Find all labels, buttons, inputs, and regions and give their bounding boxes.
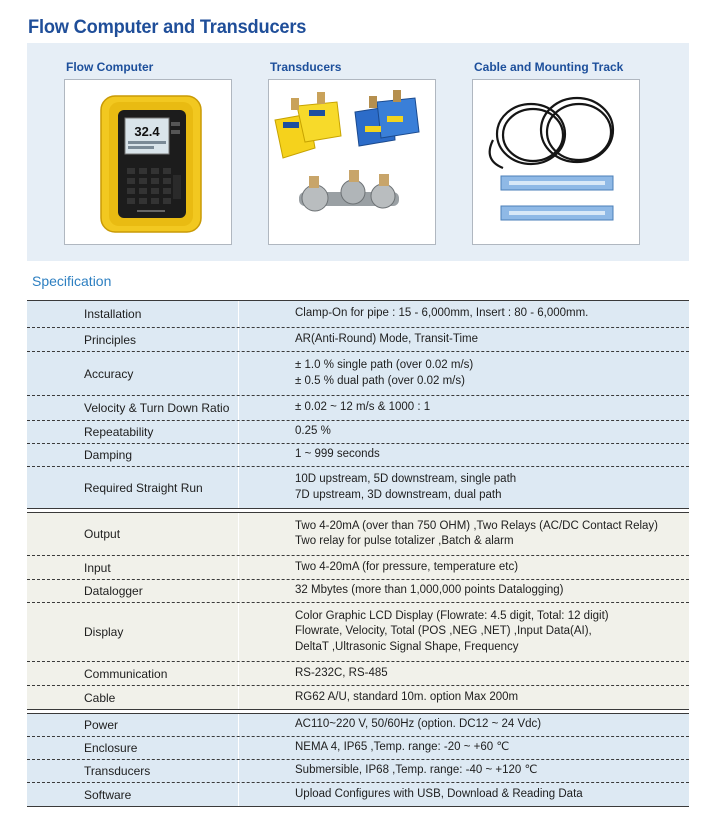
spec-value-line: Upload Configures with USB, Download & Reading Data <box>295 787 583 800</box>
spec-label: Accuracy <box>27 352 239 395</box>
spec-value <box>239 760 689 782</box>
spec-value-line: 10D upstream, 5D downstream, single path <box>295 473 517 485</box>
spec-value-line: 0.25 % <box>295 425 331 438</box>
table-row <box>27 467 689 509</box>
table-row <box>27 512 689 556</box>
spec-value <box>239 513 689 555</box>
spec-value-line: RG62 A/U, standard 10m. option Max 200m <box>295 690 519 703</box>
flow-computer-label: Flow Computer <box>66 60 154 74</box>
spec-label: Software <box>27 783 239 806</box>
spec-value-line: 1 ~ 999 seconds <box>295 448 380 461</box>
table-row <box>27 662 689 686</box>
table-row <box>27 737 689 760</box>
spec-label: Installation <box>27 301 239 327</box>
spec-value <box>239 580 689 602</box>
spec-value-line: RS-232C, RS-485 <box>295 666 388 679</box>
spec-value-line: ± 0.5 % dual path (over 0.02 m/s) <box>295 374 465 387</box>
display-reading: 32.4 <box>134 124 160 139</box>
spec-value <box>239 737 689 759</box>
spec-label: Cable <box>27 686 239 709</box>
spec-value <box>239 352 689 395</box>
table-row <box>27 686 689 710</box>
spec-label: Required Straight Run <box>27 467 239 508</box>
spec-value-line: Two 4-20mA (for pressure, temperature etc) <box>295 560 519 573</box>
spec-value-line: NEMA 4, IP65 ,Temp. range: -20 ~ +60 ℃ <box>295 741 510 754</box>
spec-value <box>239 328 689 351</box>
table-row <box>27 421 689 444</box>
spec-value <box>239 301 689 327</box>
table-row <box>27 556 689 580</box>
table-row <box>27 352 689 396</box>
cable-track-image <box>472 79 640 245</box>
table-row <box>27 760 689 783</box>
page-title: Flow Computer and Transducers <box>28 17 307 38</box>
spec-value <box>239 662 689 685</box>
spec-label: Damping <box>27 444 239 466</box>
spec-value-line: Flowrate, Velocity, Total (POS ,NEG ,NET) ,Input Data(AI), <box>295 625 592 638</box>
spec-value-line: Color Graphic LCD Display (Flowrate: 4.5 digit, Total: 12 digit) <box>295 609 609 622</box>
spec-value-line: ± 0.02 ~ 12 m/s & 1000 : 1 <box>295 401 431 414</box>
spec-label: Datalogger <box>27 580 239 602</box>
spec-value <box>239 444 689 466</box>
spec-label: Input <box>27 556 239 579</box>
table-row <box>27 783 689 807</box>
spec-value-line: Submersible, IP68 ,Temp. range: -40 ~ +120 ℃ <box>295 764 538 777</box>
spec-value-line: Clamp-On for pipe : 15 - 6,000mm, Insert : 80 - 6,000mm. <box>295 307 589 320</box>
spec-label: Velocity & Turn Down Ratio <box>27 396 239 420</box>
spec-value-line: Two relay for pulse totalizer ,Batch & alarm <box>295 535 514 547</box>
spec-value-line: DeltaT ,Ultrasonic Signal Shape, Frequency <box>295 640 519 653</box>
spec-label: Output <box>27 513 239 555</box>
spec-value <box>239 396 689 420</box>
spec-value <box>239 603 689 661</box>
spec-label: Communication <box>27 662 239 685</box>
spec-label: Display <box>27 603 239 661</box>
spec-label: Principles <box>27 328 239 351</box>
spec-value-line: 32 Mbytes (more than 1,000,000 points Datalogging) <box>295 584 564 597</box>
spec-label: Power <box>27 714 239 736</box>
table-row <box>27 444 689 467</box>
spec-value <box>239 686 689 709</box>
spec-value-line: Two 4-20mA (over than 750 OHM) ,Two Relays (AC/DC Contact Relay) <box>295 519 659 532</box>
spec-value <box>239 556 689 579</box>
spec-label: Repeatability <box>27 421 239 443</box>
spec-value <box>239 783 689 806</box>
specification-table <box>27 300 689 807</box>
table-row <box>27 603 689 662</box>
transducers-image <box>268 79 436 245</box>
spec-value-line: ± 1.0 % single path (over 0.02 m/s) <box>295 359 474 371</box>
spec-value <box>239 467 689 508</box>
spec-value <box>239 714 689 736</box>
table-row <box>27 713 689 737</box>
cable-track-label: Cable and Mounting Track <box>474 60 624 74</box>
spec-value-line: 7D upstream, 3D downstream, dual path <box>295 488 502 501</box>
product-gallery <box>27 43 689 261</box>
table-row <box>27 580 689 603</box>
spec-label: Enclosure <box>27 737 239 759</box>
spec-value <box>239 421 689 443</box>
flow-computer-image <box>64 79 232 245</box>
table-row <box>27 300 689 328</box>
specification-heading: Specification <box>32 273 112 289</box>
table-row <box>27 328 689 352</box>
spec-value-line: AR(Anti-Round) Mode, Transit-Time <box>295 332 478 345</box>
spec-label: Transducers <box>27 760 239 782</box>
spec-value-line: AC110~220 V, 50/60Hz (option. DC12 ~ 24 Vdc) <box>295 718 542 731</box>
table-row <box>27 396 689 421</box>
transducers-label: Transducers <box>270 60 342 74</box>
